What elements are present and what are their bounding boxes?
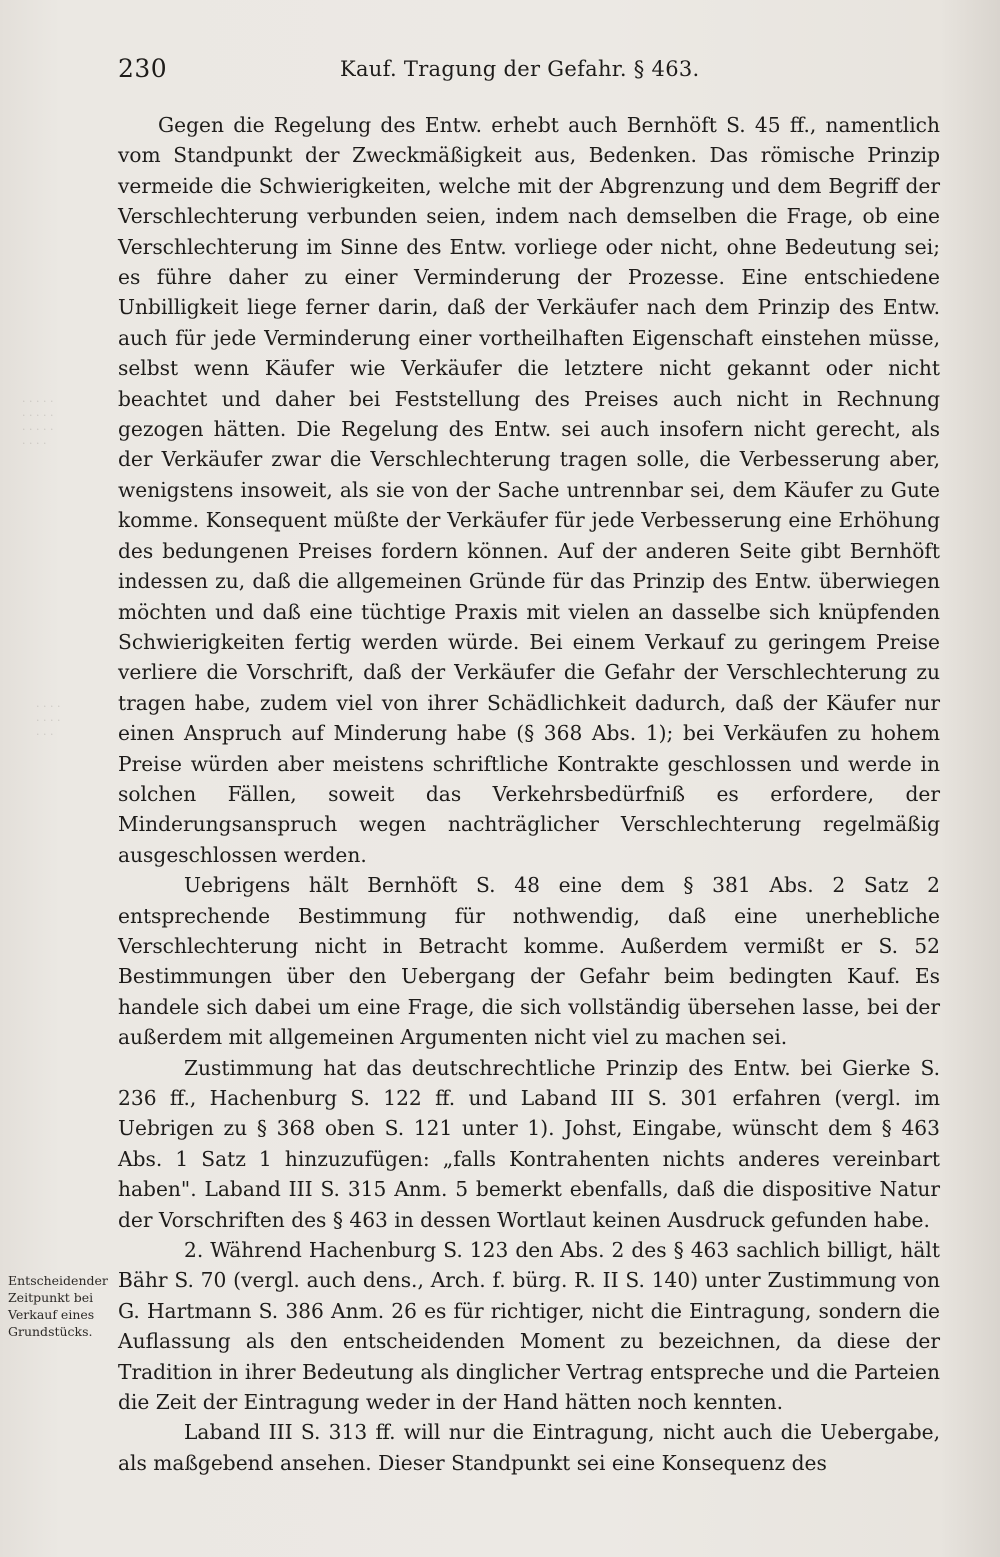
page-number: 230 bbox=[118, 54, 168, 83]
paragraph: Gegen die Regelung des Entw. erhebt auch Bernhöft S. 45 ff., namentlich vom Standpunkt der Zweckmäßigkeit aus, Bedenken. Das römische Prinzip vermeide die Schwierigkeiten, welche mit der Abgrenzung und dem Begriff der Verschlechterung verbunden seien, indem nach demselben die Frage, ob eine Verschlechterung im Sinne des Entw. vorliege oder nicht, ohne Bedeutung sei; es führe daher zu einer Verminderung der Prozesse. Eine entschiedene Unbilligkeit liege ferner darin, daß der Verkäufer nach dem Prinzip des Entw. auch für jede Verminderung einer vortheilhaften Eigenschaft einstehen müsse, selbst wenn Käufer wie Verkäufer die letztere nicht gekannt oder nicht beachtet und daher bei Feststellung des Preises auch nicht in Rechnung gezogen hätten. Die Regelung des Entw. sei auch insofern nicht gerecht, als der Verkäufer zwar die Verschlechterung tragen solle, die Verbesserung aber, wenigstens insoweit, als sie von der Sache untrennbar sei, dem Käufer zu Gute komme. Konsequent müßte der Verkäufer für jede Verbesserung eine Erhöhung des bedungenen Preises fordern können. Auf der anderen Seite gibt Bernhöft indessen zu, daß die allgemeinen Gründe für das Prinzip des Entw. überwiegen möchten und daß eine tüchtige Praxis mit vielen an dasselbe sich knüpfenden Schwierigkeiten fertig werden würde. Bei einem Verkauf zu geringem Preise verliere die Vorschrift, daß der Verkäufer die Gefahr der Verschlechterung zu tragen habe, zudem viel von ihrer Schädlichkeit dadurch, daß der Käufer nur einen Anspruch auf Minderung habe (§ 368 Abs. 1); bei Verkäufen zu hohem Preise würden aber meistens schriftliche Kontrakte geschlossen und werde in solchen Fällen, soweit das Verkehrsbedürfniß es erfordere, der Minderungsanspruch wegen nachträglicher Verschlechterung regelmäßig ausgeschlossen werden. bbox=[118, 113, 940, 867]
bleed-through-mark: · · · · · · · · · · · bbox=[36, 700, 61, 741]
gutter-shadow bbox=[940, 0, 1000, 1557]
margin-note: Entscheidender Zeitpunkt bei Verkauf eines Grundstücks. bbox=[8, 1273, 108, 1339]
bleed-through-mark: · · · · · · · · · · · · · · · · · · · bbox=[22, 395, 54, 450]
paragraph: Uebrigens hält Bernhöft S. 48 eine dem § 381 Abs. 2 Satz 2 entsprechende Bestimmung für nothwendig, daß eine unerhebliche Verschlechterung nicht in Betracht komme. Außerdem vermißt er S. 52 Bestimmungen über den Uebergang der Gefahr beim bedingten Kauf. Es handele sich dabei um eine Frage, die sich vollständig übersehen lasse, bei der außerdem mit allgemeinen Argumenten nicht viel zu machen sei. bbox=[118, 873, 940, 1050]
body-text bbox=[118, 110, 940, 1478]
paragraph: Laband III S. 313 ff. will nur die Eintragung, nicht auch die Uebergabe, als maßgebend ansehen. Dieser Standpunkt sei eine Konsequenz des bbox=[118, 1420, 940, 1475]
running-head: Kauf. Tragung der Gefahr. § 463. bbox=[340, 57, 700, 81]
paragraph: Zustimmung hat das deutschrechtliche Prinzip des Entw. bei Gierke S. 236 ff., Hachenburg S. 122 ff. und Laband III S. 301 erfahren (vergl. im Uebrigen zu § 368 oben S. 121 unter 1). Johst, Eingabe, wünscht dem § 463 Abs. 1 Satz 1 hinzuzufügen: „falls Kontrahenten nichts anderes vereinbart haben". Laband III S. 315 Anm. 5 bemerkt ebenfalls, daß die dispositive Natur der Vorschriften des § 463 in dessen Wortlaut keinen Ausdruck gefunden habe. bbox=[118, 1055, 940, 1232]
paragraph: 2. Während Hachenburg S. 123 den Abs. 2 des § 463 sachlich billigt, hält Bähr S. 70 (vergl. auch dens., Arch. f. bürg. R. II S. 140) unter Zustimmung von G. Hartmann S. 386 Anm. 26 es für richtiger, nicht die Eintragung, sondern die Auflassung als den entscheidenden Moment zu bezeichnen, da diese der Tradition in ihrer Bedeutung als dinglicher Vertrag entspreche und die Parteien die Zeit der Eintragung weder in der Hand hätten noch kennten. bbox=[118, 1238, 940, 1415]
page-header bbox=[118, 52, 958, 92]
